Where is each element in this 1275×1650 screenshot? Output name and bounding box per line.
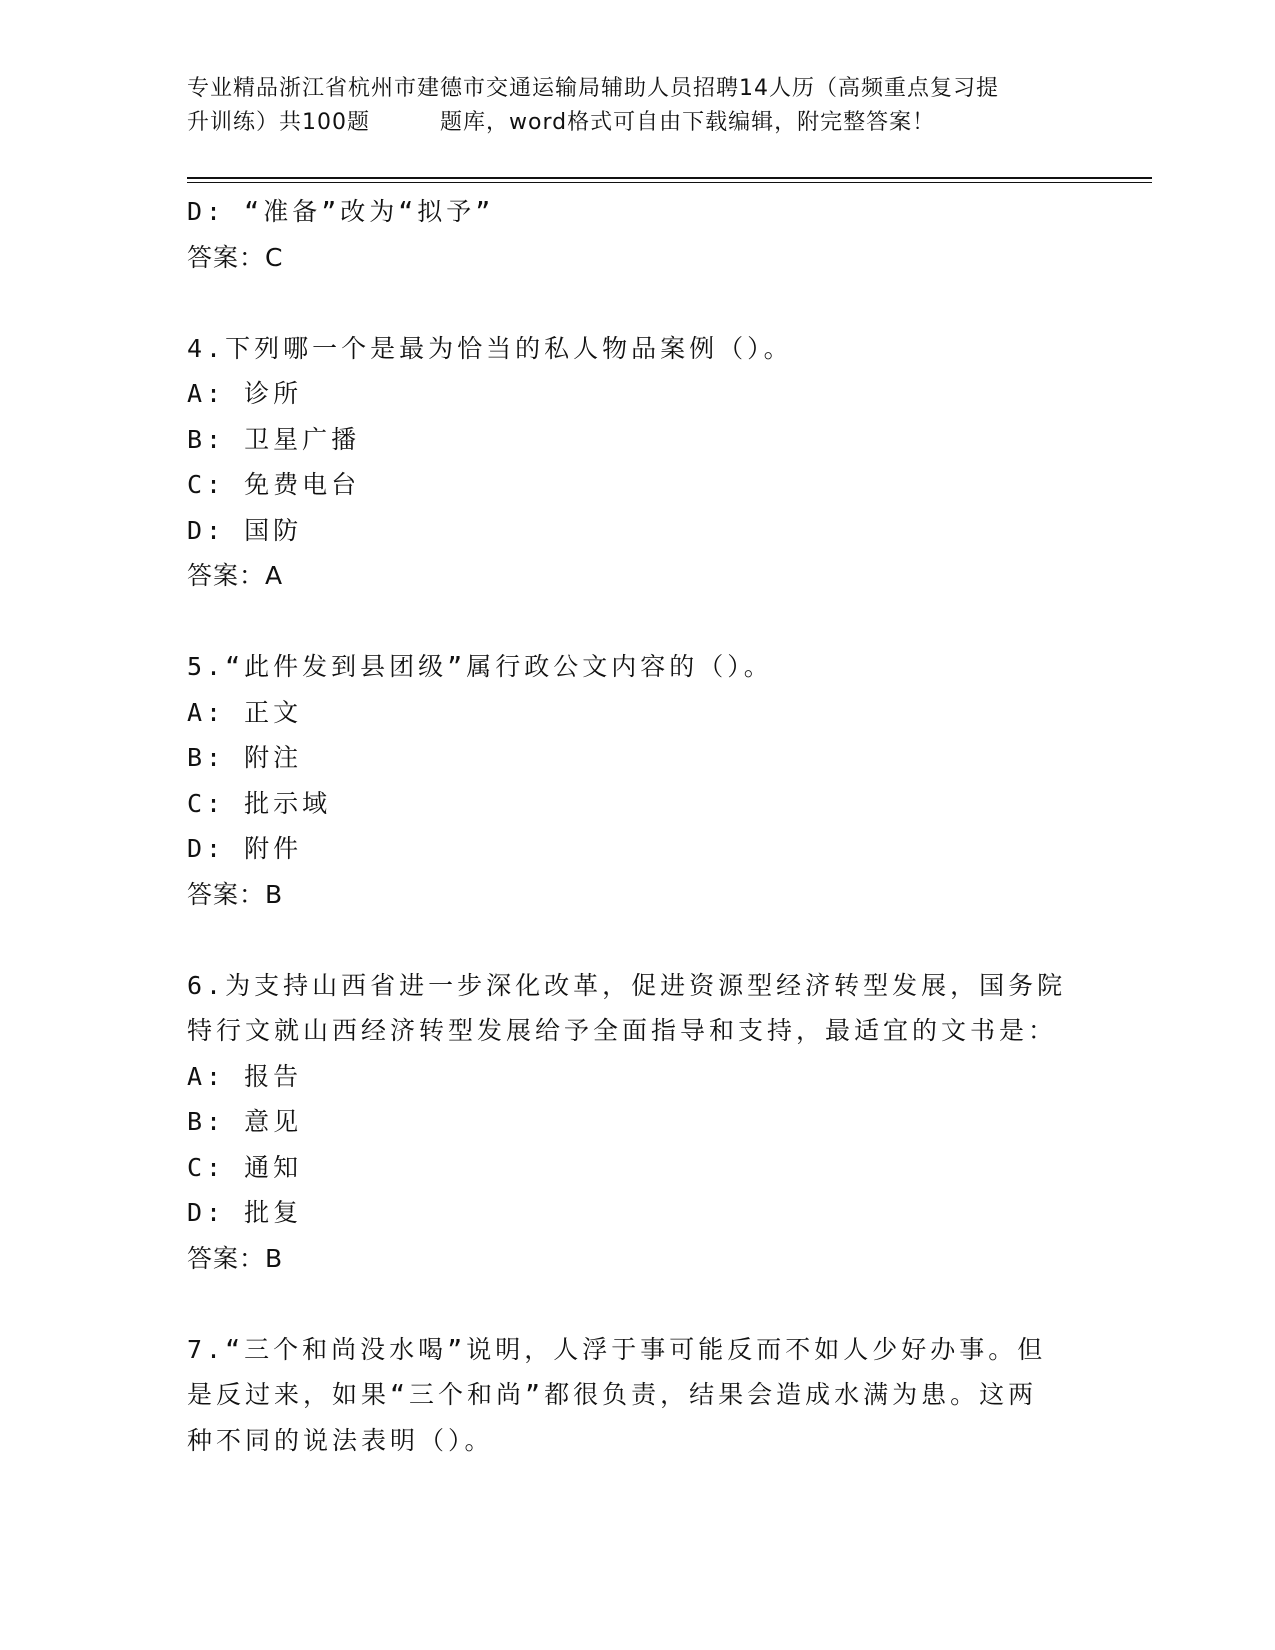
question-5 [187,644,1087,917]
option-c: C: 通知 [187,1152,303,1182]
option-a: A: 诊所 [187,379,303,408]
question-stem-line-2: 是反过来，如果“三个和尚”都很负责，结果会造成水满为患。这两 [187,1380,1038,1409]
answer: 答案：B [187,1243,284,1273]
header-divider-thick [187,177,1152,179]
question-stem: 5.“此件发到县团级”属行政公文内容的（）。 [187,652,773,681]
option-c: C: 免费电台 [187,470,361,499]
question-7 [187,1327,1087,1464]
answer: 答案：A [187,561,284,590]
question-3-tail [187,189,1087,280]
question-6 [187,963,1087,1282]
document-header [187,72,1087,140]
header-divider-thin [187,182,1152,183]
answer: 答案：C [187,242,284,272]
option-c: C: 批示域 [187,788,332,818]
option-d: D: 附件 [187,834,303,863]
option-d: D: 批复 [187,1198,303,1227]
header-line-2-part-1: 升训练）共100题 [187,110,370,135]
option-a: A: 报告 [187,1061,303,1091]
option-b: B: 附注 [187,743,303,772]
question-stem-line-1: 7.“三个和尚没水喝”说明，人浮于事可能反而不如人少好办事。但 [187,1334,1047,1364]
question-4 [187,326,1087,599]
option-a: A: 正文 [187,697,303,727]
question-list [187,189,1087,1509]
header-line-2-part-2: 题库，word格式可自由下载编辑，附完整答案！ [440,110,936,135]
question-stem-line-1: 6.为支持山西省进一步深化改革，促进资源型经济转型发展，国务院 [187,970,1067,1000]
option-d: D: “准备”改为“拟予” [187,197,495,226]
question-stem-line-3: 种不同的说法表明（）。 [187,1425,494,1455]
option-b: B: 卫星广播 [187,424,361,454]
question-stem: 4.下列哪一个是最为恰当的私人物品案例（）。 [187,333,793,363]
option-d: D: 国防 [187,515,303,545]
question-stem-line-2: 特行文就山西经济转型发展给予全面指导和支持，最适宜的文书是： [187,1016,1058,1045]
header-line-1: 专业精品浙江省杭州市建德市交通运输局辅助人员招聘14人历（高频重点复习提 [187,76,999,101]
option-b: B: 意见 [187,1107,303,1136]
answer: 答案：B [187,879,284,909]
header-line-2 [187,106,1087,140]
